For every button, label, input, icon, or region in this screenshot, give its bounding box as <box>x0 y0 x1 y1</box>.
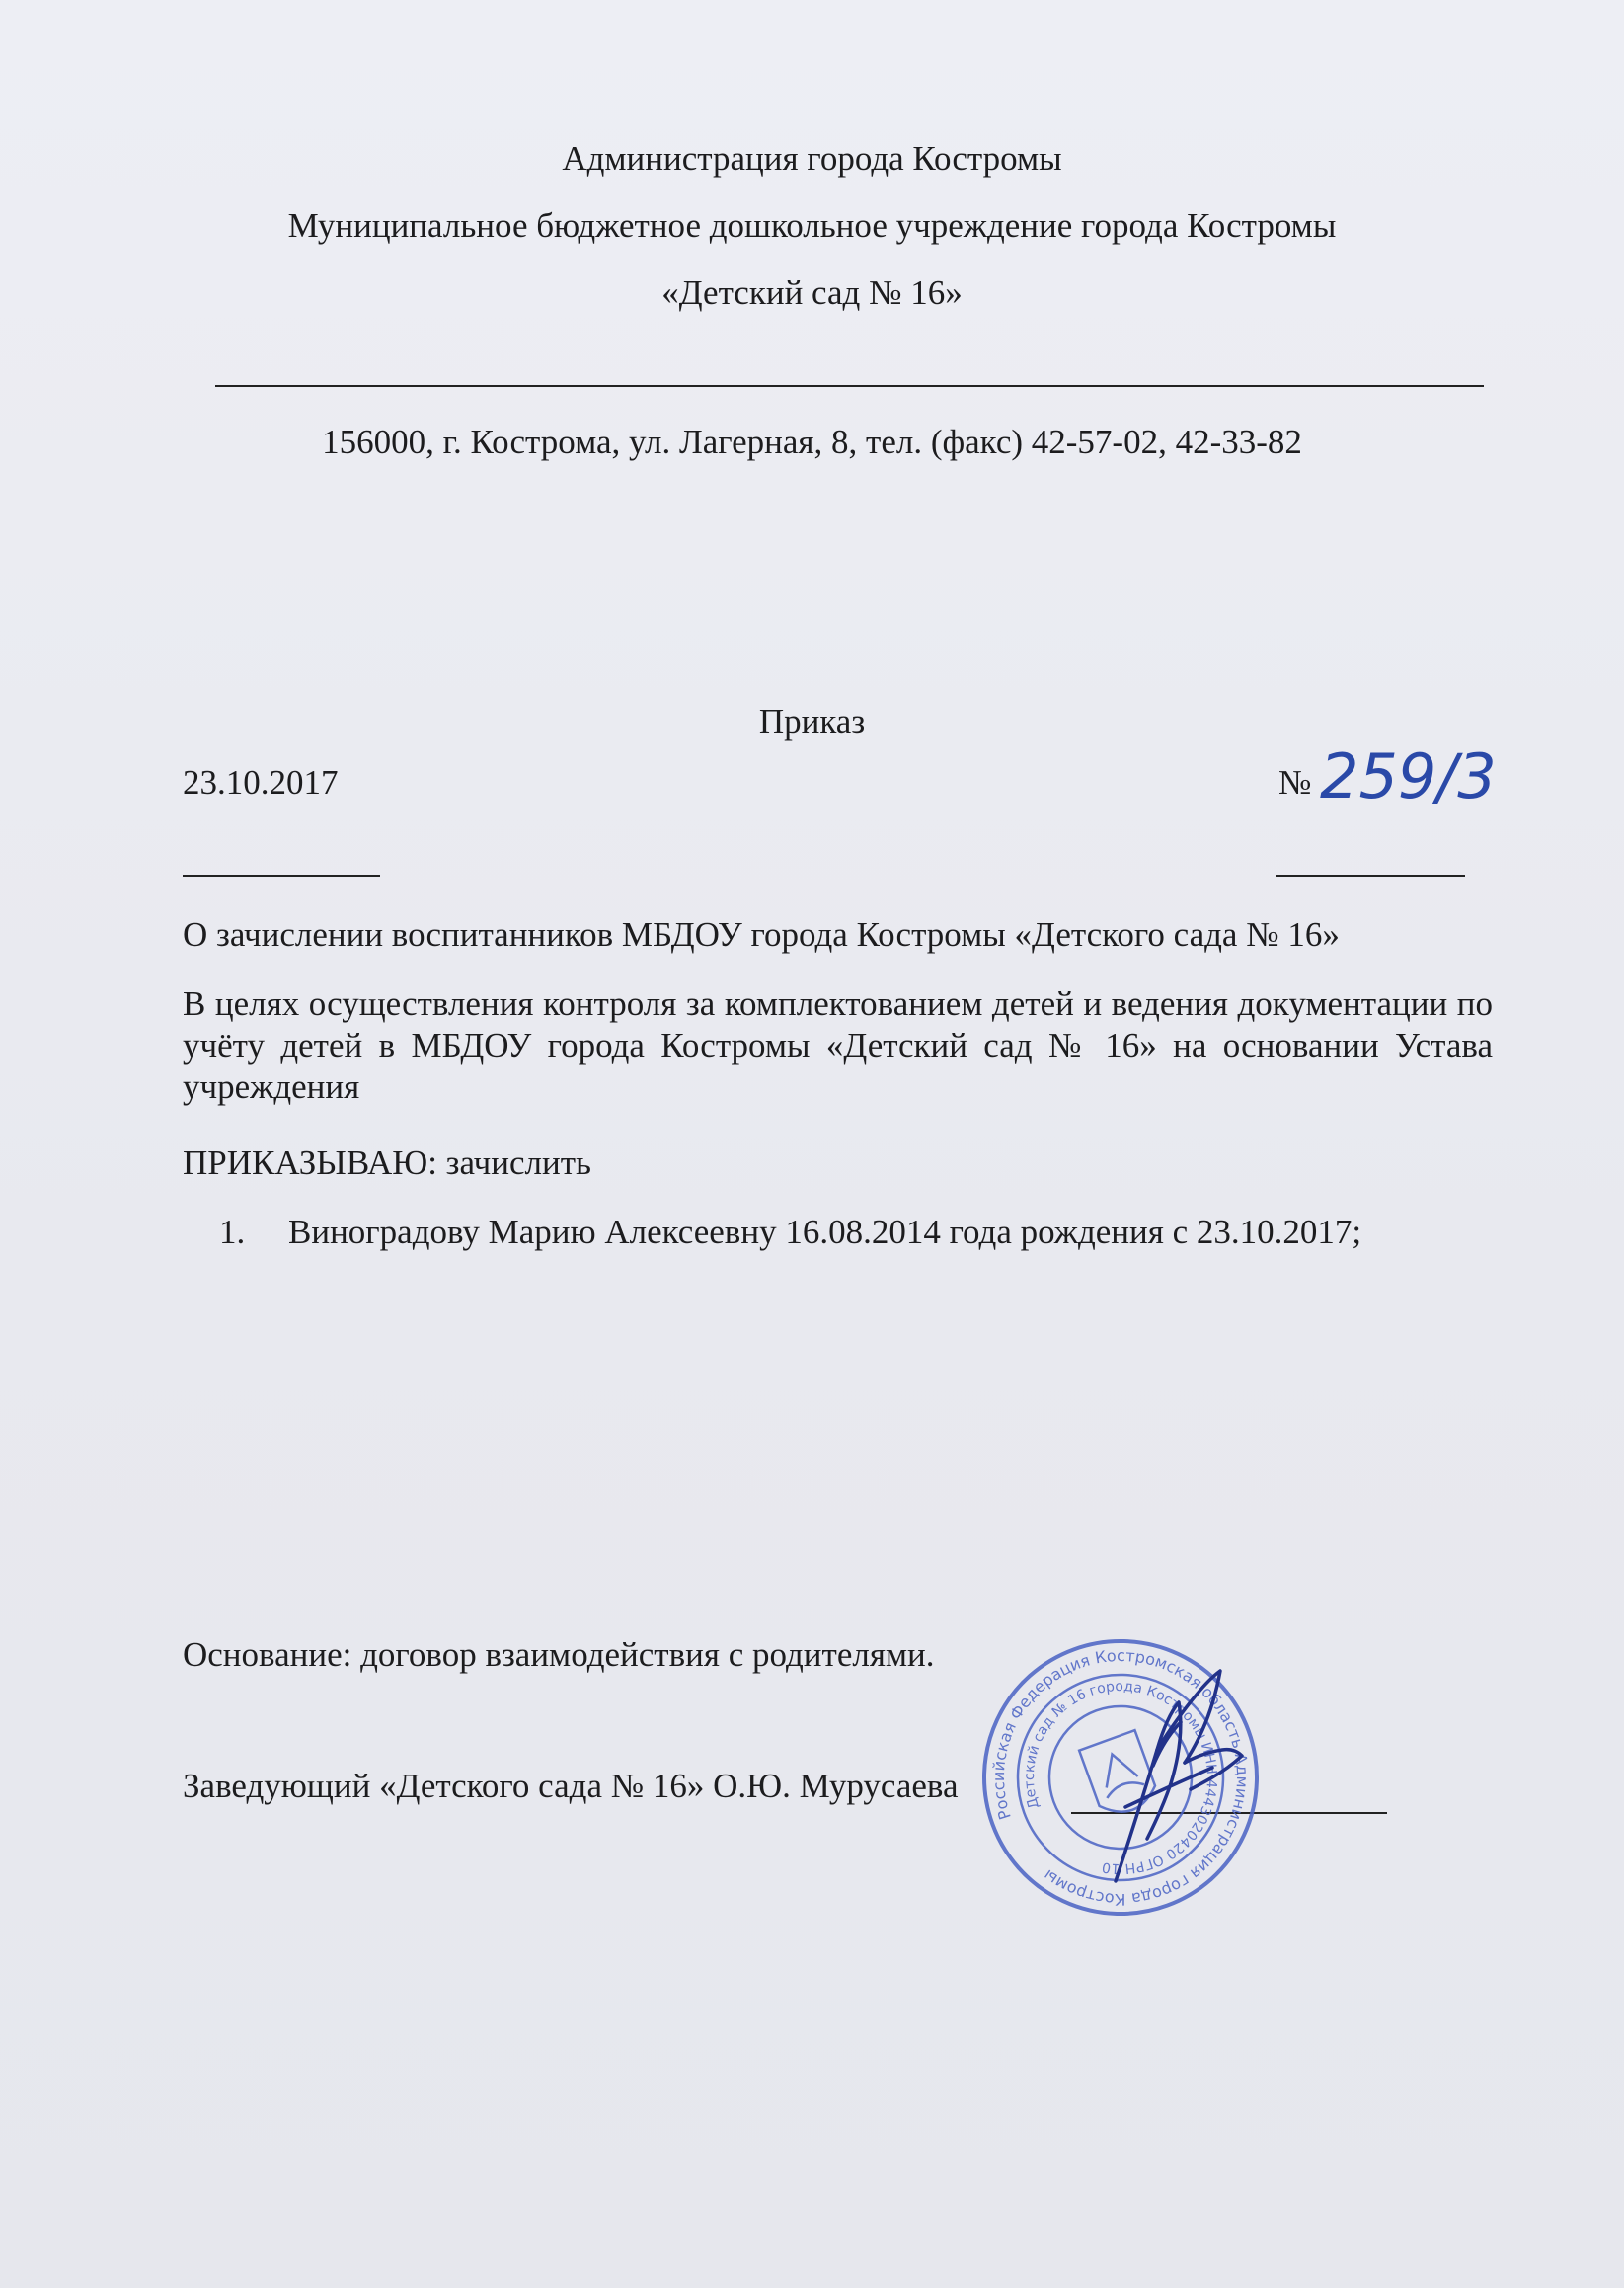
header-address: 156000, г. Кострома, ул. Лагерная, 8, тел. (факс) 42-57-02, 42-33-82 <box>322 423 1302 461</box>
enrollment-item-number: 1. <box>219 1213 246 1251</box>
order-number-sign: № <box>1278 763 1312 802</box>
order-date: 23.10.2017 <box>183 763 339 802</box>
header-institution: Муниципальное бюджетное дошкольное учреждение города Костромы <box>287 206 1337 245</box>
order-title: Приказ <box>758 702 866 741</box>
official-seal <box>946 1603 1295 1952</box>
header-administration: Администрация города Костромы <box>562 139 1062 178</box>
enrollment-item-text: Виноградову Марию Алексеевну 16.08.2014 года рождения с 23.10.2017; <box>288 1213 1362 1251</box>
svg-text:Российская Федерация Костромск <box>952 1609 1288 1945</box>
order-number-handwritten: 259/3 <box>1320 741 1497 813</box>
header-name: «Детский сад № 16» <box>661 274 963 312</box>
signatory-line: Заведующий «Детского сада № 16» О.Ю. Мурусаева <box>183 1767 959 1805</box>
seal-outer-text: Российская Федерация Костромская область Администрация города Костромы <box>988 1645 1253 1910</box>
seal-inner-text: Детский сад № 16 города Костромы ИНН 4443020420 ОГРН 10 <box>1021 1678 1220 1877</box>
order-preamble: В целях осуществления контроля за комплектованием детей и ведения документации по учёту детей в МБДОУ города Костромы «Детский сад № 16» на основании Устава учреждения <box>183 985 1493 1106</box>
order-subject: О зачислении воспитанников МБДОУ города Костромы «Детского сада № 16» <box>183 915 1340 954</box>
order-directive: ПРИКАЗЫВАЮ: зачислить <box>183 1144 591 1182</box>
order-basis: Основание: договор взаимодействия с родителями. <box>183 1635 935 1674</box>
